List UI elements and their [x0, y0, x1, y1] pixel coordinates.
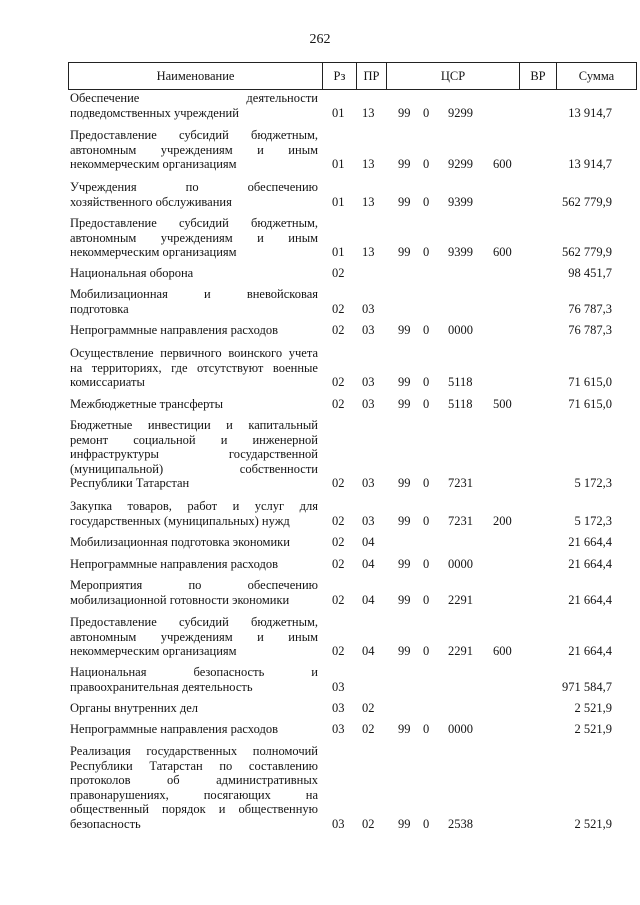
row-csr-subprogram: 0 [423, 513, 430, 528]
row-rz: 02 [332, 557, 345, 571]
table-row [0, 91, 640, 120]
row-name-line: Органы внутренних дел [70, 701, 199, 715]
row-sum: 21 664,4 [568, 592, 612, 607]
row-csr-subprogram: 0 [423, 722, 430, 736]
table-row [0, 266, 640, 281]
row-vr: 600 [493, 644, 512, 659]
row-name-line: ремонт социальной и инженерной [70, 432, 318, 447]
page-number: 262 [309, 32, 331, 47]
row-name [70, 535, 318, 550]
row-csr-direction: 0000 [448, 722, 473, 736]
table-row [0, 287, 640, 316]
row-rz: 02 [332, 592, 345, 607]
row-name-line: некоммерческим организациям [70, 245, 237, 260]
row-name-line: Закупка товаров, работ и услуг для [70, 499, 318, 513]
row-csr-direction: 0000 [448, 323, 473, 337]
row-csr-program: 99 [398, 722, 411, 736]
row-sum: 21 664,4 [568, 644, 612, 659]
row-rz: 03 [332, 679, 345, 694]
row-rz: 03 [332, 817, 345, 831]
table-row [0, 535, 640, 550]
table-row [0, 578, 640, 607]
row-csr-direction: 9399 [448, 245, 473, 260]
row-csr-subprogram: 0 [423, 157, 430, 172]
row-rz: 01 [332, 245, 345, 260]
row-csr-program: 99 [398, 157, 411, 172]
row-csr-subprogram: 0 [423, 817, 430, 831]
row-csr-program: 99 [398, 245, 411, 260]
row-name-line: протоколов об административных [70, 773, 318, 788]
row-name-line: Национальная безопасность и [70, 665, 318, 679]
row-csr-subprogram: 0 [423, 592, 430, 607]
row-rz: 03 [332, 722, 345, 736]
row-csr-subprogram: 0 [423, 397, 430, 411]
row-csr-program: 99 [398, 194, 411, 209]
row-rz: 02 [332, 375, 345, 390]
row-csr-program: 99 [398, 513, 411, 528]
row-name-line: хозяйственного обслуживания [70, 194, 232, 209]
row-name-line: Обеспечение деятельности [70, 91, 318, 105]
row-vr: 600 [493, 157, 512, 172]
table-row [0, 665, 640, 694]
row-name-line: Непрограммные направления расходов [70, 557, 278, 571]
row-csr-subprogram: 0 [423, 323, 430, 337]
row-name [70, 418, 318, 491]
row-name-line: Реализация государственных полномочий [70, 744, 318, 758]
row-vr: 600 [493, 245, 512, 260]
row-name-line: Межбюджетные трансферты [70, 397, 224, 411]
row-csr-program: 99 [398, 644, 411, 659]
row-name [70, 578, 318, 607]
row-rz: 02 [332, 535, 345, 549]
table-row [0, 744, 640, 832]
row-name-line: некоммерческим организациям [70, 157, 237, 172]
row-name-line: автономным учреждениям и иным [70, 142, 318, 157]
row-name [70, 287, 318, 316]
row-name-line: Бюджетные инвестиции и капитальный [70, 418, 318, 432]
table-row [0, 346, 640, 390]
header-name: Наименование [69, 63, 323, 89]
row-name [70, 323, 318, 338]
row-name [70, 346, 318, 390]
row-csr-direction: 9299 [448, 157, 473, 172]
row-csr-direction: 9399 [448, 194, 473, 209]
row-name [70, 216, 318, 260]
row-name-line: инфраструктуры государственной [70, 447, 318, 462]
row-csr-subprogram: 0 [423, 245, 430, 260]
row-rz: 02 [332, 513, 345, 528]
row-name [70, 722, 318, 737]
row-csr-direction: 2291 [448, 644, 473, 659]
row-name-line: Предоставление субсидий бюджетным, [70, 615, 318, 629]
row-pr: 04 [362, 557, 375, 571]
row-name [70, 128, 318, 172]
row-name-line: (муниципальной) собственности [70, 461, 318, 476]
row-pr: 03 [362, 476, 375, 491]
row-name [70, 665, 318, 694]
table-row [0, 615, 640, 659]
table-row [0, 323, 640, 338]
row-csr-subprogram: 0 [423, 194, 430, 209]
row-pr: 02 [362, 701, 375, 715]
row-name-line: автономным учреждениям и иным [70, 629, 318, 644]
row-name-line: правонарушениях, посягающих на [70, 787, 318, 802]
row-pr: 04 [362, 535, 375, 549]
row-name-line: Непрограммные направления расходов [70, 722, 278, 736]
row-sum: 2 521,9 [574, 701, 612, 715]
row-name-line: Республики Татарстан [70, 476, 190, 491]
table-row [0, 701, 640, 716]
row-name-line: подготовка [70, 301, 129, 316]
row-csr-direction: 7231 [448, 513, 473, 528]
row-csr-direction: 7231 [448, 476, 473, 491]
row-csr-program: 99 [398, 323, 411, 337]
row-rz: 03 [332, 701, 345, 715]
row-name-line: Предоставление субсидий бюджетным, [70, 216, 318, 230]
row-name [70, 615, 318, 659]
row-sum: 562 779,9 [562, 245, 612, 260]
table-row [0, 180, 640, 209]
row-csr-direction: 5118 [448, 397, 473, 411]
row-csr-program: 99 [398, 397, 411, 411]
row-sum: 13 914,7 [568, 105, 612, 120]
row-sum: 76 787,3 [568, 323, 612, 337]
table-row [0, 397, 640, 412]
row-pr: 03 [362, 375, 375, 390]
row-name-line: автономным учреждениям и иным [70, 230, 318, 245]
row-csr-program: 99 [398, 105, 411, 120]
table-row [0, 128, 640, 172]
row-sum: 13 914,7 [568, 157, 612, 172]
row-rz: 02 [332, 476, 345, 491]
row-name-line: безопасность [70, 816, 141, 831]
row-name-line: на территориях, где отсутствуют военные [70, 360, 318, 375]
row-sum: 98 451,7 [568, 266, 612, 280]
row-pr: 04 [362, 644, 375, 659]
row-sum: 21 664,4 [568, 557, 612, 571]
row-csr-subprogram: 0 [423, 105, 430, 120]
row-name-line: Учреждения по обеспечению [70, 180, 318, 194]
row-name [70, 180, 318, 209]
row-name-line: Предоставление субсидий бюджетным, [70, 128, 318, 142]
row-name-line: подведомственных учреждений [70, 105, 239, 120]
row-name-line: государственных (муниципальных) нужд [70, 513, 290, 528]
row-name [70, 266, 318, 281]
row-pr: 13 [362, 105, 375, 120]
row-csr-program: 99 [398, 375, 411, 390]
row-csr-direction: 0000 [448, 557, 473, 571]
table-row [0, 418, 640, 491]
row-sum: 2 521,9 [574, 817, 612, 831]
row-rz: 02 [332, 644, 345, 659]
table-row [0, 557, 640, 572]
row-name-line: общественный порядок и общественную [70, 802, 318, 817]
row-name [70, 91, 318, 120]
row-rz: 01 [332, 157, 345, 172]
row-pr: 03 [362, 397, 375, 411]
row-csr-direction: 2291 [448, 592, 473, 607]
row-name [70, 397, 318, 412]
header-rz: Рз [323, 63, 357, 89]
row-pr: 13 [362, 245, 375, 260]
row-pr: 03 [362, 513, 375, 528]
row-csr-program: 99 [398, 592, 411, 607]
row-name-line: правоохранительная деятельность [70, 679, 253, 694]
row-csr-program: 99 [398, 817, 411, 831]
row-sum: 562 779,9 [562, 194, 612, 209]
row-sum: 76 787,3 [568, 301, 612, 316]
row-name [70, 557, 318, 572]
row-pr: 03 [362, 323, 375, 337]
row-name [70, 744, 318, 832]
row-csr-direction: 5118 [448, 375, 473, 390]
row-name-line: некоммерческим организациям [70, 644, 237, 659]
row-pr: 13 [362, 194, 375, 209]
row-vr: 500 [493, 397, 512, 411]
row-pr: 04 [362, 592, 375, 607]
row-csr-program: 99 [398, 476, 411, 491]
row-csr-subprogram: 0 [423, 644, 430, 659]
row-sum: 71 615,0 [568, 397, 612, 411]
row-sum: 971 584,7 [562, 679, 612, 694]
row-name [70, 701, 318, 716]
row-pr: 13 [362, 157, 375, 172]
row-rz: 02 [332, 266, 345, 280]
row-name-line: Непрограммные направления расходов [70, 323, 278, 337]
row-sum: 5 172,3 [574, 476, 612, 491]
row-rz: 02 [332, 301, 345, 316]
table-row [0, 216, 640, 260]
row-name-line: Национальная оборона [70, 266, 194, 280]
row-name-line: Мобилизационная и вневойсковая [70, 287, 318, 301]
table-row [0, 499, 640, 528]
table-row [0, 722, 640, 737]
row-name [70, 499, 318, 528]
row-name-line: Осуществление первичного воинского учета [70, 346, 318, 360]
header-sum: Сумма [578, 68, 615, 83]
row-csr-program: 99 [398, 557, 411, 571]
row-name-line: мобилизационной готовности экономики [70, 592, 290, 607]
row-sum: 5 172,3 [574, 513, 612, 528]
row-sum: 2 521,9 [574, 722, 612, 736]
header-vr: ВР [520, 63, 557, 89]
row-name-line: Мероприятия по обеспечению [70, 578, 318, 592]
row-rz: 02 [332, 323, 345, 337]
row-pr: 03 [362, 301, 375, 316]
row-pr: 02 [362, 722, 375, 736]
row-name-line: Республики Татарстан по составлению [70, 758, 318, 773]
row-vr: 200 [493, 513, 512, 528]
row-sum: 71 615,0 [568, 375, 612, 390]
header-csr: ЦСР [387, 63, 520, 89]
header-pr: ПР [357, 63, 387, 89]
row-rz: 01 [332, 194, 345, 209]
row-csr-direction: 2538 [448, 817, 473, 831]
row-csr-direction: 9299 [448, 105, 473, 120]
row-sum: 21 664,4 [568, 535, 612, 549]
row-rz: 02 [332, 397, 345, 411]
row-csr-subprogram: 0 [423, 375, 430, 390]
row-csr-subprogram: 0 [423, 476, 430, 491]
row-rz: 01 [332, 105, 345, 120]
row-name-line: комиссариаты [70, 375, 145, 390]
row-pr: 02 [362, 817, 375, 831]
row-name-line: Мобилизационная подготовка экономики [70, 535, 290, 549]
row-csr-subprogram: 0 [423, 557, 430, 571]
